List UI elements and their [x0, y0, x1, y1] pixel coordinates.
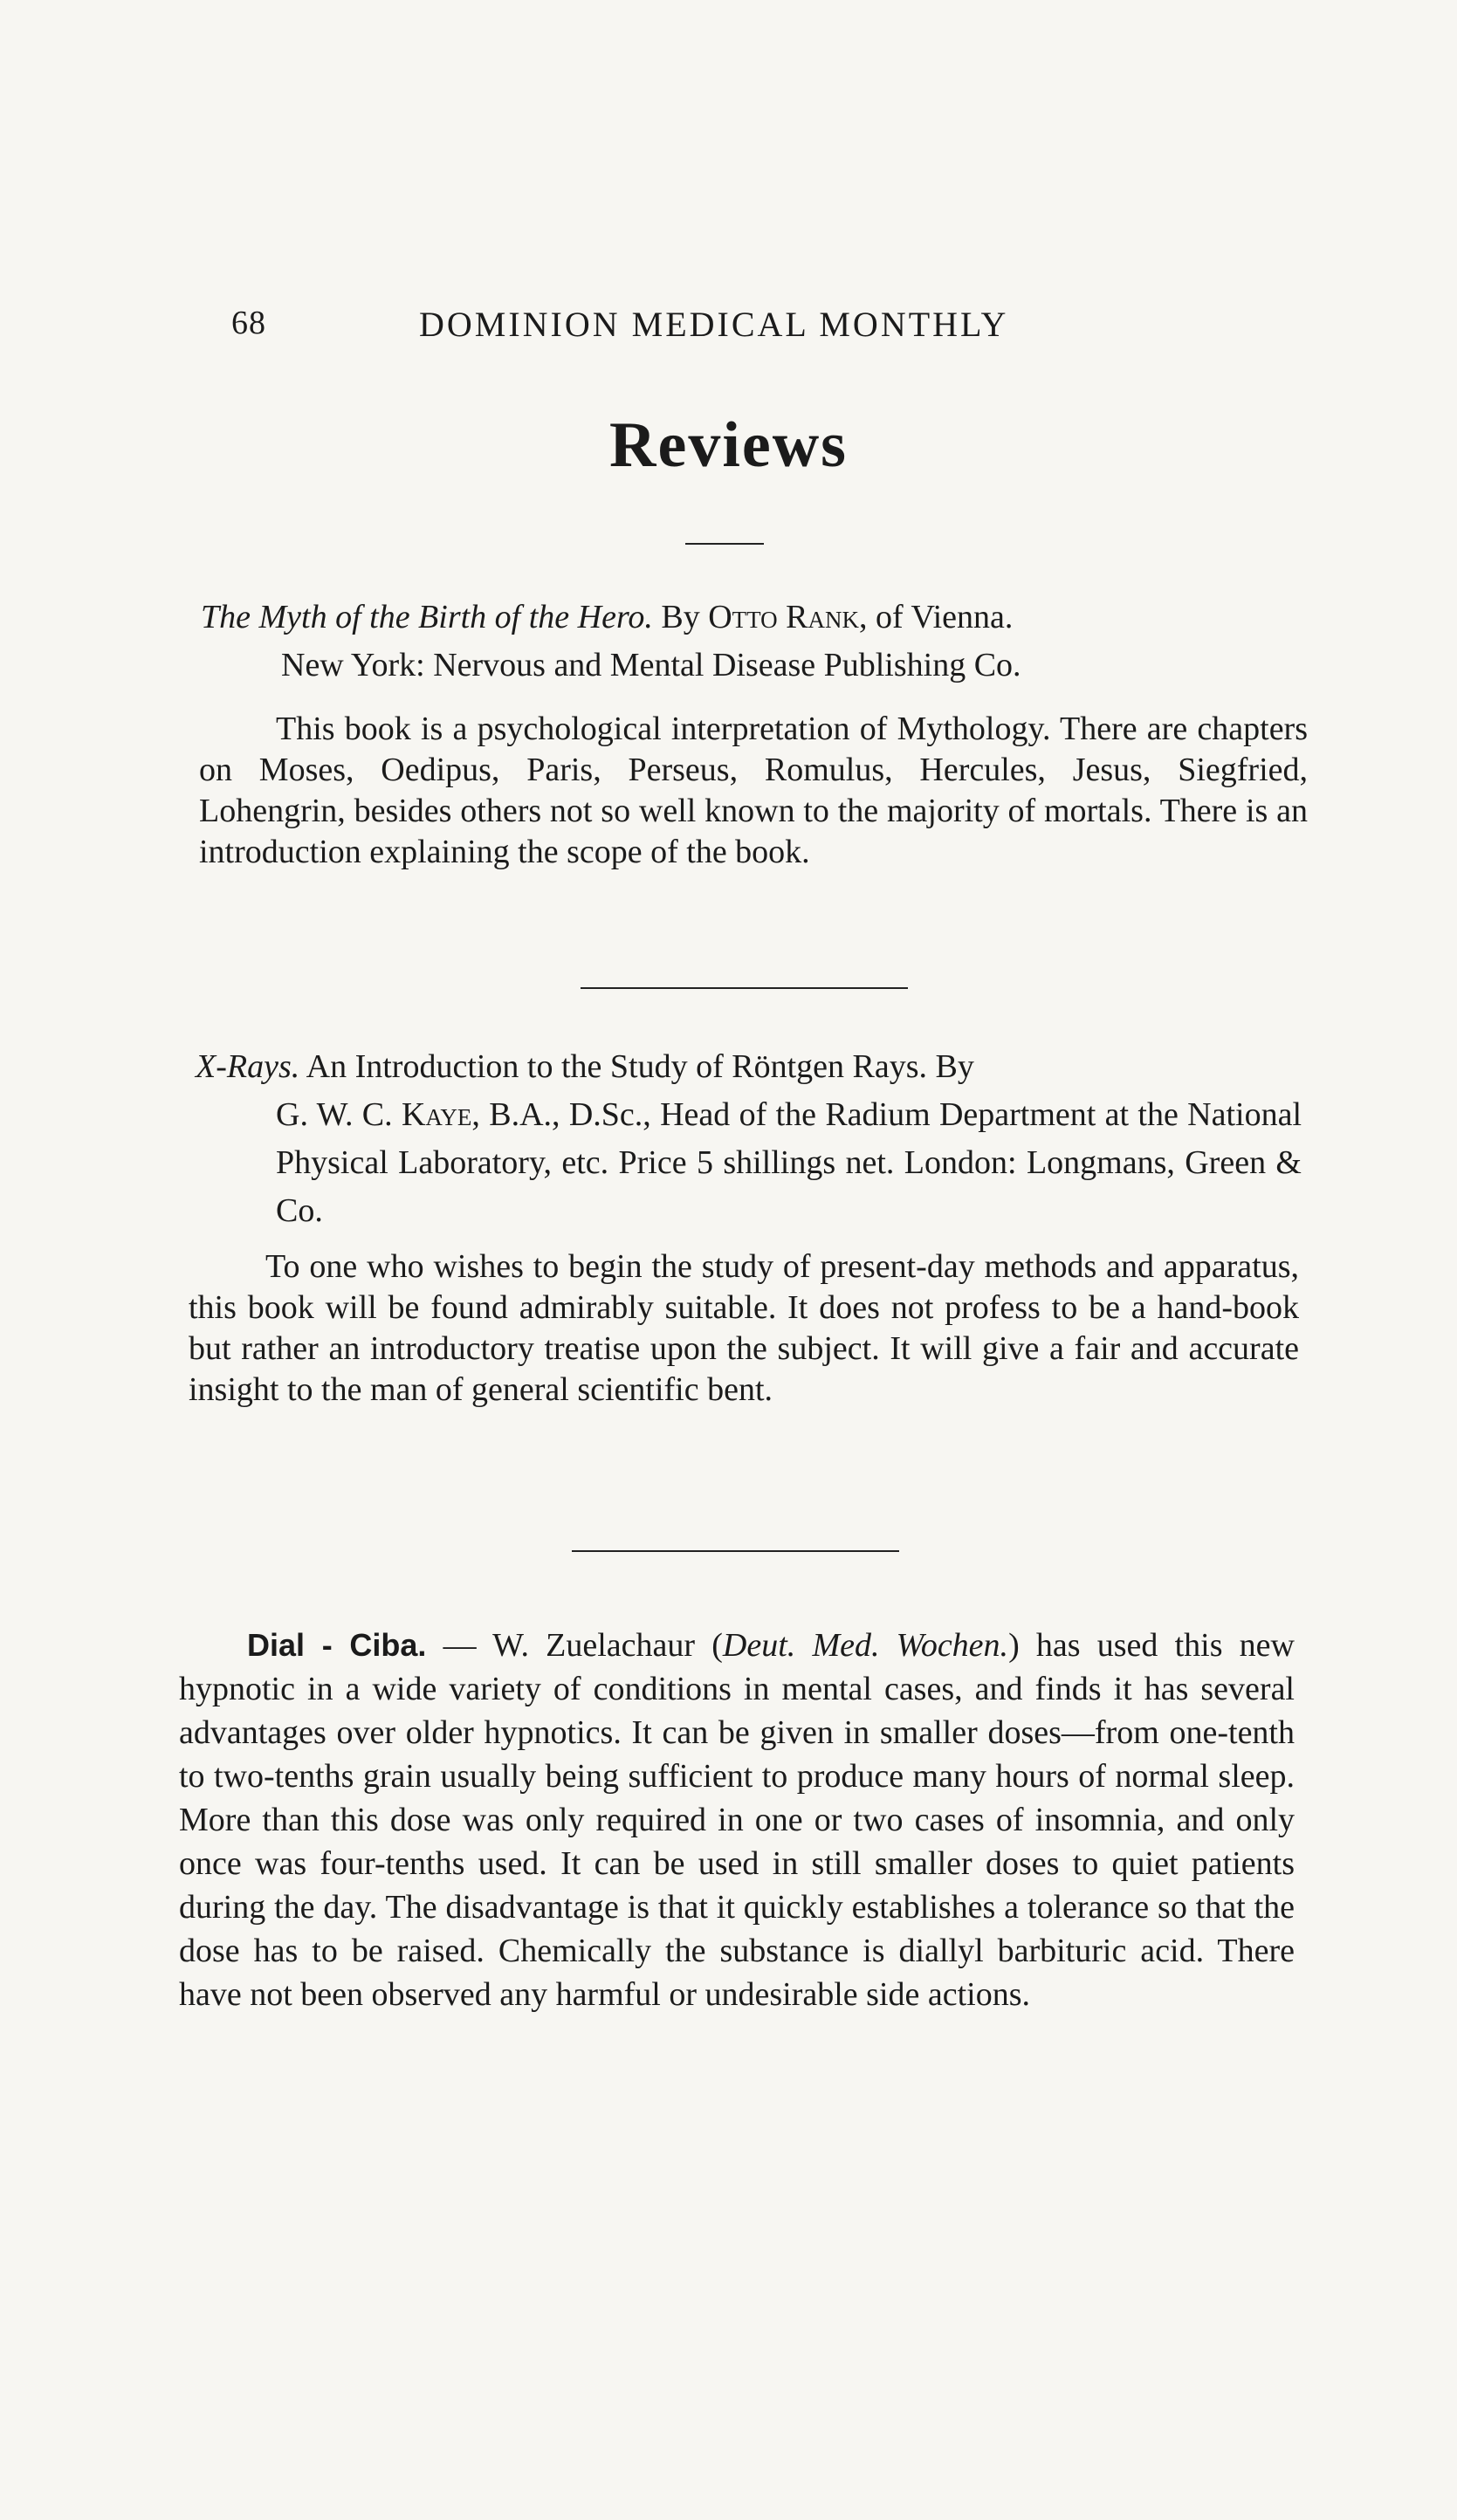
review-2-author: G. W. C. Kaye	[276, 1096, 472, 1133]
note-run-in-title: Dial - Ciba.	[247, 1627, 427, 1663]
journal-title: DOMINION MEDICAL MONTHLY	[419, 305, 1009, 344]
review-2-citation	[196, 1043, 1302, 1235]
heading-rule	[685, 543, 764, 545]
note-source: Deut. Med. Wochen.	[722, 1627, 1009, 1664]
review-1-by: By	[661, 599, 700, 635]
running-head	[231, 304, 1104, 356]
review-2-subtitle: An Introduction to the Study of Röntgen Rays. By	[306, 1048, 974, 1085]
review-1-book-title: The Myth of the Birth of the Hero.	[201, 599, 653, 635]
note-body: ) has used this new hypnotic in a wide variety of conditions in mental cases, and finds it has several advantages over older hypnotics. It can be given in smaller doses—from one-tenth to two-tenths grain usually being sufficient to produce many hours of normal sleep. More than this dose was only required in one or two cases of insomnia, and only once was four-tenths used. It can be used in still smaller doses to quiet patients during the day. The disadvantage is that it quickly establishes a tolerance so that the dose has to be raised. Chemically the substance is diallyl barbituric acid. There have not been observed any harmful or undesirable side actions.	[179, 1627, 1295, 2013]
section-heading: Reviews	[609, 409, 848, 481]
review-2-author-detail: , B.A., D.Sc., Head of the Radium Department at the National Physical Laboratory, etc. Price 5 shillings net. London: Longmans, Green & Co.	[276, 1096, 1302, 1229]
review-1-publisher: New York: Nervous and Mental Disease Publishing Co.	[281, 647, 1021, 683]
note-paragraph	[179, 1624, 1295, 2016]
review-1-citation	[201, 594, 1307, 690]
separator-rule	[572, 1550, 899, 1552]
review-1-author: Otto Rank	[708, 599, 859, 635]
review-2-body: To one who wishes to begin the study of present-day methods and apparatus, this book will be found admirably suitable. It does not profess to be a hand-book but rather an introductory treatise upon the subject. It will give a fair and accurate insight to the man of general scientific bent.	[189, 1248, 1299, 1408]
review-1-author-detail: , of Vienna.	[858, 599, 1014, 635]
separator-rule	[581, 987, 908, 989]
page-number: 68	[231, 305, 266, 341]
review-1-body: This book is a psychological interpretation of Mythology. There are chapters on Moses, Oedipus, Paris, Perseus, Romulus, Hercules, Jesus, Siegfried, Lohengrin, besides others not so well known to the majority of mortals. There is an introduction explaining the scope of the book.	[199, 711, 1308, 870]
note-author: — W. Zuelachaur (	[426, 1627, 723, 1664]
review-2-book-title: X-Rays.	[196, 1048, 300, 1085]
